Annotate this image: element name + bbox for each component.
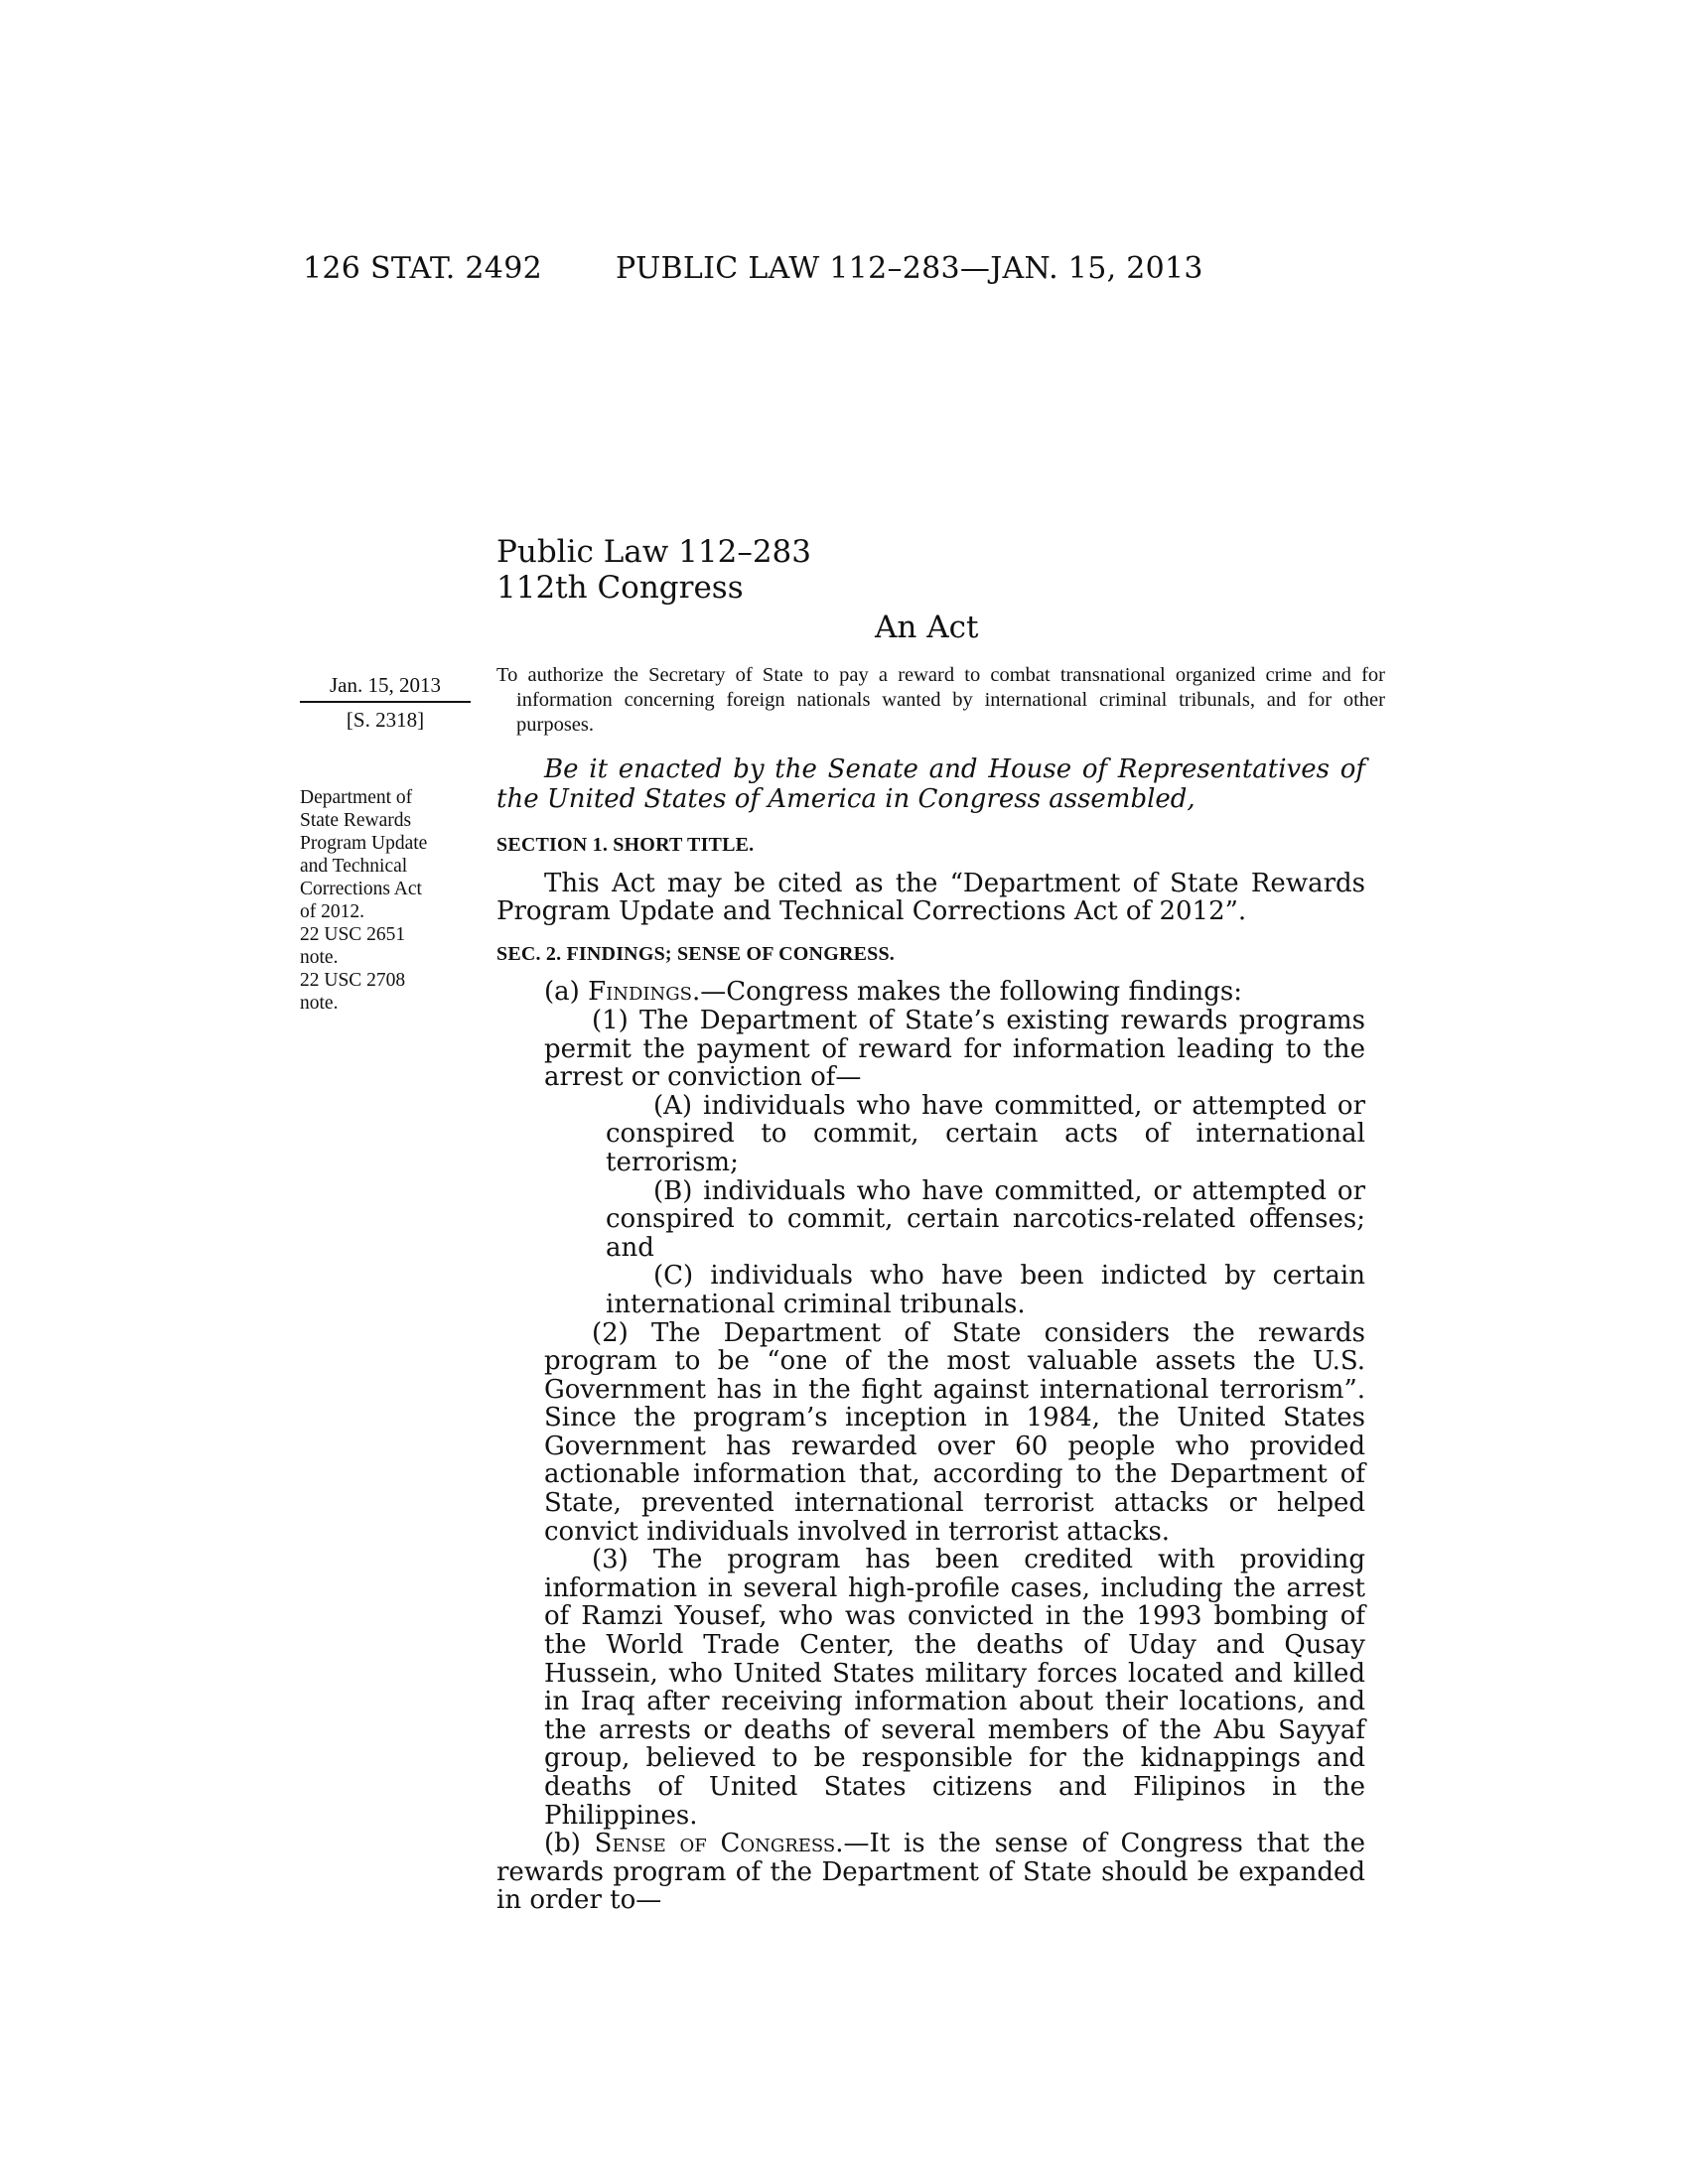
section-2-heading: SEC. 2. FINDINGS; SENSE OF CONGRESS. bbox=[496, 942, 895, 965]
findings-caption: Findings bbox=[588, 977, 692, 1008]
section-1-text: This Act may be cited as the “Department of State Rewards Program Update and Technical Corrections Act of 2012”. bbox=[496, 868, 1365, 927]
margin-note-line: Corrections Act bbox=[300, 879, 422, 899]
enacting-clause: Be it enacted by the Senate and House of Representatives of the United States of America in Congress assembled, bbox=[496, 754, 1365, 814]
act-heading: An Act bbox=[875, 610, 979, 645]
margin-note-line: 22 USC 2651 bbox=[300, 924, 406, 945]
margin-note-line: Program Update bbox=[300, 833, 428, 854]
findings-subsection bbox=[496, 978, 1365, 1007]
sense-text: .—It is the sense of Congress that the rewards program of the Department of State should be expanded in order to— bbox=[496, 1829, 1366, 1916]
findings-label: (a) bbox=[544, 977, 589, 1008]
finding-paragraph-1: (1) The Department of State’s existing rewards programs permit the payment of reward for information leading to the arrest or conviction of— bbox=[544, 1005, 1365, 1093]
margin-note-line: Department of bbox=[300, 787, 413, 808]
margin-note-line: and Technical bbox=[300, 856, 408, 877]
spacer bbox=[496, 926, 1365, 940]
margin-note-line: note. bbox=[300, 993, 339, 1014]
findings-text: .—Congress makes the following findings: bbox=[691, 977, 1243, 1008]
margin-date-block bbox=[300, 672, 471, 733]
finding-subparagraph-a: (A) individuals who have committed, or attempted or conspired to commit, certain acts of international terrorism; bbox=[606, 1090, 1365, 1177]
finding-paragraph-2: (2) The Department of State considers the rewards program to be “one of the most valuable assets the U.S. Government has in the fight against international terrorism”. Since the program’s inception in 1984, the United States Government has rewarded over 60 people who provided actionable information that, according to the Department of State, prevented international terrorist attacks or helped convict individuals involved in terrorist attacks. bbox=[544, 1317, 1365, 1547]
margin-note-line: 22 USC 2708 bbox=[300, 970, 406, 991]
purpose-clause: To authorize the Secretary of State to pay a reward to combat transnational organized crime and for information concerning foreign nationals wanted by international criminal tribunals, and for other purposes. bbox=[496, 664, 1385, 736]
margin-note-line: note. bbox=[300, 947, 339, 968]
margin-note-line: of 2012. bbox=[300, 901, 364, 922]
running-header: PUBLIC LAW 112–283—JAN. 15, 2013 bbox=[616, 251, 1203, 286]
margin-notes bbox=[300, 786, 479, 1015]
bill-number: [S. 2318] bbox=[346, 708, 425, 732]
page-stat-number: 126 STAT. 2492 bbox=[303, 251, 542, 286]
title-block bbox=[496, 534, 811, 606]
act-body bbox=[496, 831, 1365, 1915]
sense-of-congress-subsection bbox=[496, 1830, 1365, 1915]
finding-subparagraph-b: (B) individuals who have committed, or attempted or conspired to commit, certain narcotics-related offenses; and bbox=[606, 1175, 1365, 1263]
margin-note-line: State Rewards bbox=[300, 810, 412, 831]
finding-paragraph-3: (3) The program has been credited with providing information in several high-profile cases, including the arrest of Ramzi Yousef, who was convicted in the 1993 bombing of the World Trade Center, the deaths of Uday and Qusay Hussein, who United States military forces located and killed in Iraq after receiving information about their locations, and the arrests or deaths of several members of the Abu Sayyaf group, believed to be responsible for the kidnappings and deaths of United States citizens and Filipinos in the Philippines. bbox=[544, 1545, 1365, 1831]
sense-caption: Sense of Congress bbox=[594, 1829, 836, 1859]
margin-rule bbox=[300, 701, 471, 703]
congress-number: 112th Congress bbox=[496, 570, 744, 606]
finding-subparagraph-c: (C) individuals who have been indicted by certain international criminal tribunals. bbox=[606, 1261, 1365, 1319]
section-1-heading: SECTION 1. SHORT TITLE. bbox=[496, 834, 755, 856]
sense-label: (b) bbox=[544, 1829, 595, 1859]
public-law-number: Public Law 112–283 bbox=[496, 534, 812, 570]
enactment-date: Jan. 15, 2013 bbox=[330, 673, 441, 697]
